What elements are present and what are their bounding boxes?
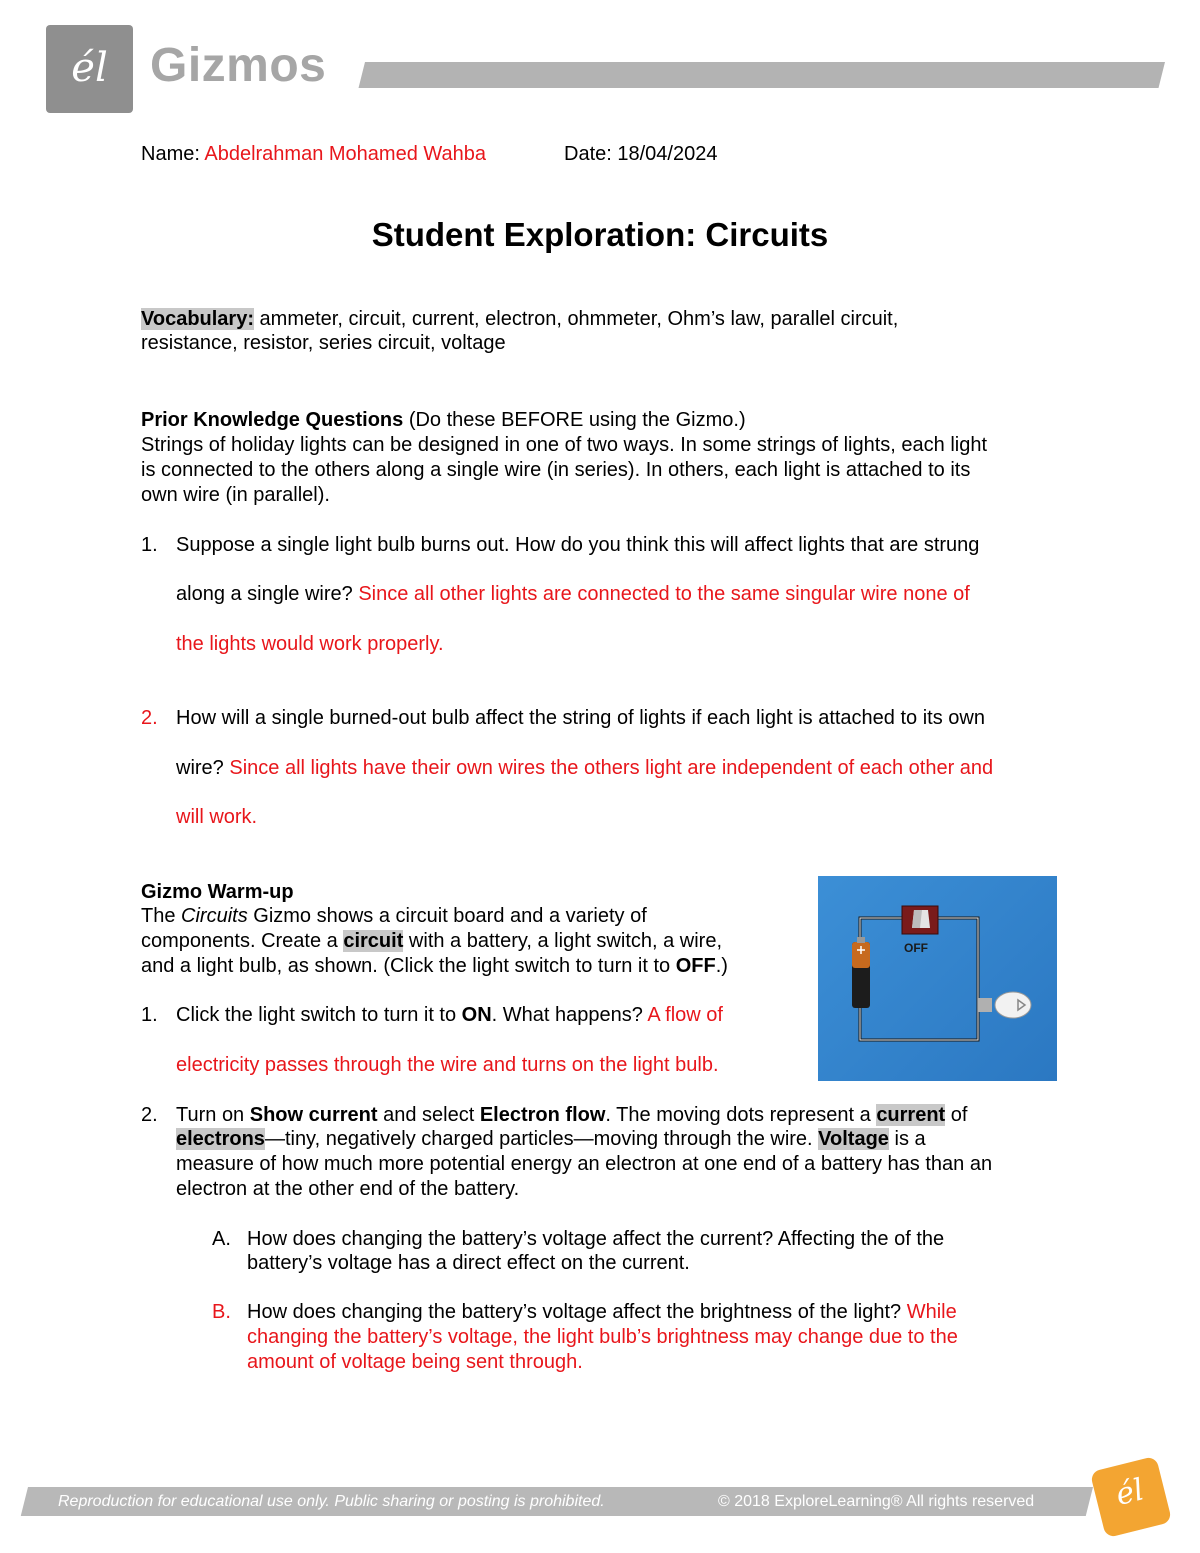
prior-q2-line2: [176, 756, 993, 781]
vocabulary-label: Vocabulary:: [141, 308, 254, 330]
warmup-qB-question: How does changing the battery’s voltage affect the brightness of the light?: [247, 1301, 907, 1323]
warmup-qB-letter: B.: [212, 1301, 231, 1323]
warmup-q2-l2-a: —tiny, negatively charged particles—moving through the wire.: [264, 1128, 819, 1150]
prior-heading-note: (Do these BEFORE using the Gizmo.): [403, 409, 746, 431]
warmup-q1-bold: ON: [461, 1004, 492, 1026]
circuit-figure: [818, 876, 1057, 1081]
term-circuit: circuit: [343, 930, 404, 952]
prior-q2-answer-2: will work.: [176, 806, 258, 828]
footer-copyright: © 2018 ExploreLearning® All rights reserved: [718, 1493, 1035, 1510]
warmup-p3-b: .): [715, 955, 728, 977]
vocabulary-line-2: resistance, resistor, series circuit, voltage: [141, 332, 506, 354]
circuit-wire: [860, 918, 978, 1040]
date-line: [564, 142, 717, 167]
warmup-q1-answer-1: A flow of: [647, 1004, 723, 1026]
prior-q1-text-2: along a single wire?: [176, 583, 359, 605]
warmup-q2-l2-b: is a: [888, 1128, 926, 1150]
prior-q2-text-2: wire?: [176, 757, 230, 779]
warmup-q2-line4: electron at the other end of the battery.: [176, 1178, 520, 1200]
warmup-q2-l1-a: Turn on: [176, 1104, 250, 1126]
footer-logo-mark: él: [1112, 1472, 1148, 1513]
warmup-q1-answer-2: electricity passes through the wire and turns on the light bulb.: [176, 1054, 719, 1076]
explorelearning-logo: [1090, 1456, 1172, 1538]
warmup-q1-a: Click the light switch to turn it to: [176, 1004, 462, 1026]
prior-intro-1: Strings of holiday lights can be designed in one of two ways. In some strings of lights, each light: [141, 434, 988, 456]
warmup-qB-answer-2: changing the battery’s voltage, the light bulb’s brightness may change due to the: [247, 1326, 958, 1348]
warmup-qB-answer-1: While: [906, 1301, 957, 1323]
warmup-p3-bold: OFF: [675, 955, 716, 977]
warmup-p1-italic: Circuits: [181, 905, 248, 927]
warmup-heading: Gizmo Warm-up: [141, 881, 294, 903]
term-current: current: [876, 1104, 946, 1126]
warmup-p2-a: components. Create a: [141, 930, 344, 952]
warmup-q2-l1-b1: Show current: [249, 1104, 378, 1126]
prior-q2-text: How will a single burned-out bulb affect the string of lights if each light is attached to its own: [176, 707, 985, 729]
light-bulb-icon: [978, 992, 1031, 1018]
warmup-para-1: [141, 904, 647, 929]
warmup-qA-line2: battery’s voltage has a direct effect on the current.: [247, 1252, 690, 1274]
warmup-qB-line1: [247, 1300, 957, 1325]
prior-q1-number: 1.: [141, 534, 158, 556]
gizmos-logo-box: [46, 25, 133, 113]
prior-heading-title: Prior Knowledge Questions: [141, 409, 404, 431]
prior-q1-text: Suppose a single light bulb burns out. How do you think this will affect lights that are strung: [176, 534, 980, 556]
warmup-p2-b: with a battery, a light switch, a wire,: [403, 930, 723, 952]
logo-mark: él: [71, 45, 108, 91]
name-line: [141, 142, 486, 167]
warmup-q2-l1-d: . The moving dots represent a: [605, 1104, 877, 1126]
name-label: Name:: [141, 143, 200, 165]
prior-intro-2: is connected to the others along a single wire (in series). In others, each light is attached to its: [141, 459, 971, 481]
brand-name: Gizmos: [150, 39, 327, 92]
warmup-q1-b: . What happens?: [491, 1004, 648, 1026]
prior-q2-number: 2.: [141, 707, 158, 729]
date-value: 18/04/2024: [617, 143, 718, 165]
header-bar: [359, 62, 1165, 88]
circuit-wire-highlight: [860, 918, 978, 1040]
switch-icon: [902, 906, 938, 934]
switch-label: OFF: [904, 941, 928, 955]
footer-notice: Reproduction for educational use only. Public sharing or posting is prohibited.: [58, 1493, 605, 1510]
prior-q2-answer-1: Since all lights have their own wires the others light are independent of each other and: [229, 757, 994, 779]
warmup-p1-a: The: [141, 905, 182, 927]
warmup-q2-line3: measure of how much more potential energy an electron at one end of a battery has than an: [176, 1153, 993, 1175]
warmup-qA-letter: A.: [212, 1228, 231, 1250]
warmup-para-2: [141, 929, 722, 954]
warmup-q2-l1-e: of: [945, 1104, 968, 1126]
term-electrons: electrons: [176, 1128, 265, 1150]
page-title: Student Exploration: Circuits: [371, 216, 829, 253]
warmup-p1-b: Gizmo shows a circuit board and a variety of: [247, 905, 647, 927]
vocabulary-terms-1: ammeter, circuit, current, electron, ohmmeter, Ohm’s law, parallel circuit,: [254, 308, 899, 330]
term-voltage: Voltage: [818, 1128, 889, 1150]
warmup-para-3: [141, 954, 728, 979]
warmup-q2-line2: [176, 1127, 926, 1152]
warmup-q2-line1: [176, 1103, 967, 1128]
name-value: Abdelrahman Mohamed Wahba: [204, 143, 486, 165]
warmup-q2-number: 2.: [141, 1104, 158, 1126]
prior-q1-answer-2: the lights would work properly.: [176, 633, 444, 655]
warmup-qA-line1: How does changing the battery’s voltage affect the current? Affecting the of the: [247, 1228, 945, 1250]
warmup-q1-number: 1.: [141, 1004, 158, 1026]
warmup-qB-answer-3: amount of voltage being sent through.: [247, 1351, 583, 1373]
prior-intro-3: own wire (in parallel).: [141, 484, 330, 506]
vocabulary-line-1: [141, 307, 898, 332]
prior-heading: [141, 408, 746, 433]
warmup-q2-l1-b2: Electron flow: [479, 1104, 606, 1126]
battery-icon: [852, 937, 870, 1008]
warmup-q2-l1-c: and select: [377, 1104, 480, 1126]
warmup-p3-a: and a light bulb, as shown. (Click the light switch to turn it to: [141, 955, 676, 977]
circuit-diagram: [818, 876, 1057, 1081]
prior-q1-line2: [176, 582, 970, 607]
prior-q1-answer-1: Since all other lights are connected to the same singular wire none of: [358, 583, 970, 605]
date-label: Date:: [564, 143, 612, 165]
warmup-q1-line1: [176, 1003, 723, 1028]
